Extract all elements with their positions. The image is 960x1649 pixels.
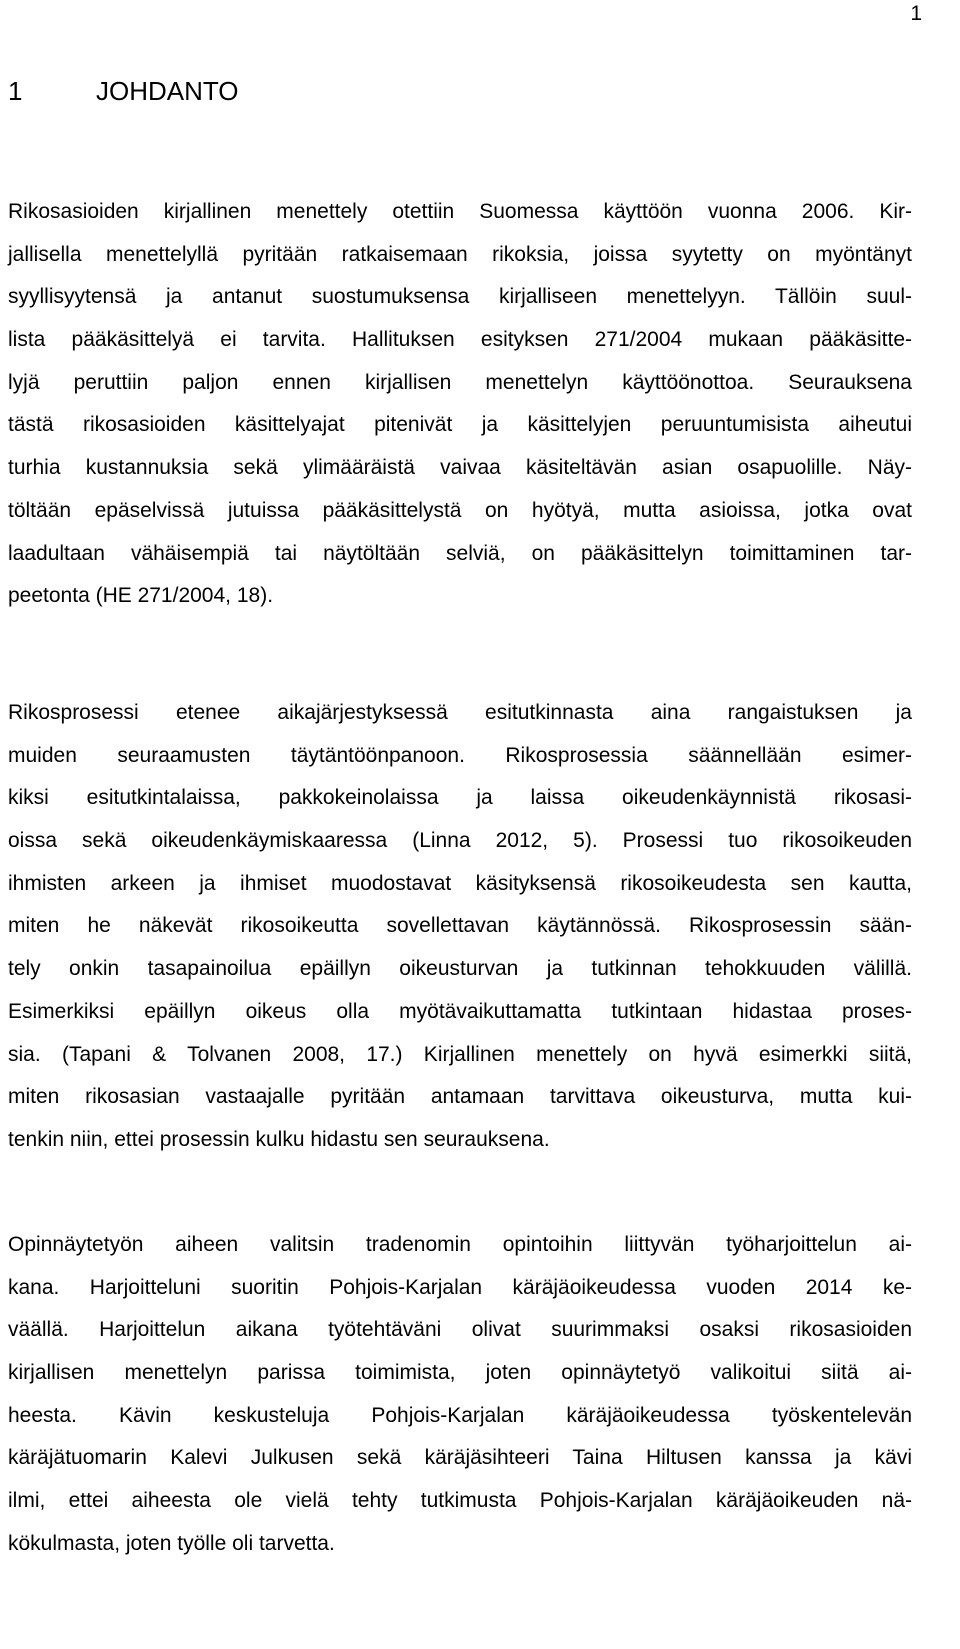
text-line: peetonta (HE 271/2004, 18). [8, 584, 274, 608]
text-line: heesta. Kävin keskusteluja Pohjois-Karjalan käräjäoikeudessa työskentelevän [8, 1403, 912, 1427]
text-line: kana. Harjoitteluni suoritin Pohjois-Karjalan käräjäoikeudessa vuoden 2014 ke- [8, 1275, 912, 1299]
text-line: tenkin niin, ettei prosessin kulku hidastu sen seurauksena. [8, 1127, 550, 1151]
paragraph-1 [8, 191, 912, 618]
text-line: lyjä peruttiin paljon ennen kirjallisen menettelyn käyttöönottoa. Seurauksena [8, 370, 912, 394]
text-line: miten he näkevät rikosoikeutta sovellettavan käytännössä. Rikosprosessin sään- [8, 914, 912, 938]
paragraph-2 [8, 692, 912, 1162]
text-line: väällä. Harjoittelun aikana työtehtäväni olivat suurimmaksi osaksi rikosasioiden [8, 1318, 912, 1342]
text-line: kiksi esitutkintalaissa, pakkokeinolaissa ja laissa oikeudenkäynnistä rikosasi- [8, 786, 912, 810]
text-line: Opinnäytetyön aiheen valitsin tradenomin opintoihin liittyvän työharjoittelun ai- [8, 1233, 912, 1256]
chapter-title: JOHDANTO [96, 76, 239, 106]
text-line: oissa sekä oikeudenkäymiskaaressa (Linna 2012, 5). Prosessi tuo rikosoikeuden [8, 829, 912, 853]
chapter-number: 1 [8, 76, 23, 106]
text-line: Rikosasioiden kirjallinen menettely otettiin Suomessa käyttöön vuonna 2006. Kir- [8, 200, 912, 223]
text-line: tely onkin tasapainoilua epäillyn oikeusturvan ja tutkinnan tehokkuuden välillä. [8, 957, 912, 981]
text-line: turhia kustannuksia sekä ylimääräistä vaivaa käsiteltävän asian osapuolille. Näy- [8, 456, 912, 480]
text-line: kökulmasta, joten työlle oli tarvetta. [8, 1531, 335, 1555]
text-line: muiden seuraamusten täytäntöönpanoon. Rikosprosessia säännellään esimer- [8, 743, 912, 767]
text-line: Rikosprosessi etenee aikajärjestyksessä esitutkinnasta aina rangaistuksen ja [8, 701, 912, 724]
text-line: laadultaan vähäisempiä tai näytöltään selviä, on pääkäsittelyn toimittaminen tar- [8, 541, 912, 565]
text-line: syyllisyytensä ja antanut suostumuksensa kirjalliseen menettelyyn. Tällöin suul- [8, 285, 912, 309]
chapter-heading [8, 76, 239, 106]
text-line: Esimerkiksi epäillyn oikeus olla myötävaikuttamatta tutkintaan hidastaa proses- [8, 999, 912, 1023]
text-line: ihmisten arkeen ja ihmiset muodostavat käsityksensä rikosoikeudesta sen kautta, [8, 871, 912, 895]
text-line: ilmi, ettei aiheesta ole vielä tehty tutkimusta Pohjois-Karjalan käräjäoikeuden nä- [8, 1489, 912, 1513]
paragraph-3 [8, 1224, 912, 1566]
text-line: jallisella menettelyllä pyritään ratkaisemaan rikoksia, joissa syytetty on myöntänyt [8, 242, 912, 266]
text-line: töltään epäselvissä jutuissa pääkäsittelystä on hyötyä, mutta asioissa, jotka ovat [8, 498, 912, 522]
page-number: 1 [910, 2, 922, 25]
text-line: miten rikosasian vastaajalle pyritään antamaan tarvittava oikeusturva, mutta kui- [8, 1085, 912, 1109]
text-line: sia. (Tapani & Tolvanen 2008, 17.) Kirjallinen menettely on hyvä esimerkki siitä, [8, 1042, 912, 1066]
text-line: tästä rikosasioiden käsittelyajat pitenivät ja käsittelyjen peruuntumisista aiheutui [8, 413, 912, 437]
text-line: käräjätuomarin Kalevi Julkusen sekä käräjäsihteeri Taina Hiltusen kanssa ja kävi [8, 1446, 912, 1470]
text-line: kirjallisen menettelyn parissa toimimista, joten opinnäytetyö valikoitui siitä ai- [8, 1361, 912, 1385]
text-line: lista pääkäsittelyä ei tarvita. Hallituksen esityksen 271/2004 mukaan pääkäsitte- [8, 328, 912, 352]
